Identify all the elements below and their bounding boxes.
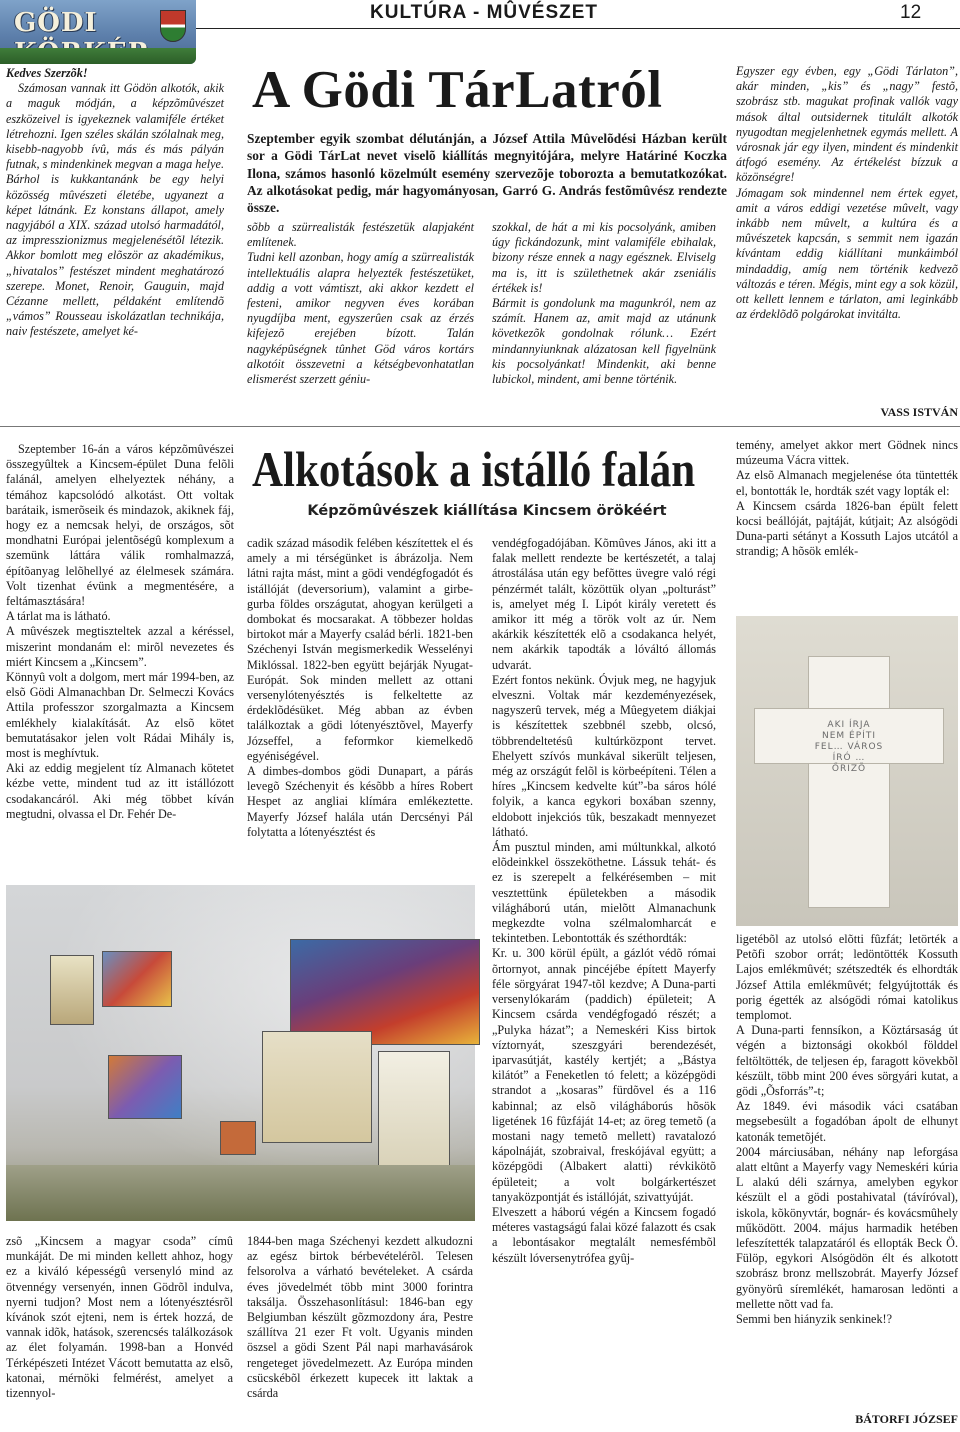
article1-column-3 [736, 64, 958, 322]
cross-vertical-beam [808, 656, 890, 908]
memorial-cross-photo [736, 616, 958, 926]
painting-abstract [102, 951, 172, 1007]
cross-inscription: AKI ÍRJA NEM ÉPÍTI FEL… VÁROS ÍRÓ … ŐRIZÕ [814, 720, 884, 774]
article1-lead: Szeptember egyik szombat délutánján, a József Attila Mûvelõdési Házban került sor a Gödi TárLat nevet viselõ kiállítás megnyitójára, melyre Határiné Koczka Ilona, számos hasonló közelmúlt esemény szervezõje toborozta a bemutatkozókat. Az alkotásokat pedig, már hagyományosan, Garró G. András festõmûvész rendezte össze. [247, 131, 727, 216]
article1-column-1 [247, 220, 474, 387]
article2-right-top-text: temény, amelyet akkor mert Gödnek nincs múzeuma Vácra vittek. Az elsõ Almanach megjelenése óta tüntették el, bontották le, hordták szét vagy lopták el: A Kincsem csárda 1826-ban épült felett kocsi beállóját, pajtáját, kútjait; Az alsógödi Duna-parti sétányt a Kossuth Lajos utcától a strandig; A hõsök emlék- [736, 438, 958, 559]
article2-mid1-text: cadik század második felében készítettek el és amely a mi térségünket is ábrázolja. Nem látni rajta mást, mint a gödi vendégfogadót és istállóját (deversorium), valamint a girbe-gurba földes országutat, ahogyan kerülgeti a dombokat és mocsarakat. A többezer holdas birtokot már a Mayerfy család bérli. 1821-ben Széchenyi István megismerkedik Wesselényi Miklóssal. 1822-ben együtt bejárják Nyugat-Európát. Sok minden mellett az ottani versenylótenyésztés is felkeltette az érdeklõdésüket. Még abban az évben találkoztak a gödi lótenyésztõvel, Mayerfy Józseffel, a feformkor kiemelkedõ egyéniségével. A dimbes-dombos gödi Dunapart, a párás levegõ Széchenyit és késõbb a híres Robert Hespet az angliai klímára emlékeztette. Mayerfy József halála után Dercsényi Pál folytatta a lótenyésztést és [247, 536, 473, 839]
painting-colorful [108, 1055, 182, 1119]
article2-middle-bottom-column [247, 1234, 473, 1401]
painting-horses [290, 939, 480, 1045]
article2-middle-column-1 [247, 536, 473, 840]
coat-of-arms-icon [160, 10, 186, 42]
article2-left-text: Szeptember 16-án a város képzõmûvészei összegyûltek a Kincsem-épület Duna felõli falánál, amelyen elhelyeztek néhány, a témához kapcsolódó alkotást. Ott voltak barátaik, ismerõseik és mindazok, akiknek fáj, hogy ez a nemcsak helyi, de országos, sõt mondhatni Európai jelentõségû komplexum a szemünk láttára válik romhalmazzá, építõanyag lelõhellyé az élelmesek számára. Volt tizenhat évünk a megmentésére, a feltámasztására! A tárlat ma is látható. A mûvészek megtiszteltek azzal a kéréssel, miszerint mondanám el: mirõl nevezetes és miért Kincsem a „Kincsem”. Könnyû volt a dolgom, mert már 1994-ben, az elsõ Gödi Almanachban Dr. Selmeczi Kovács Attila professzor szorgalmazta a Kincsem emlékhely kialakítását. Az elsõ kötet bemutatásakor jelen volt Rádai Mihály is, most is meghívtuk. Aki az eddig megjelent tíz Almanach kötetet kézbe vette, mindent tud az itt istállózott csodakancáról. Aki még többet kíván megtudni, olvassa el Dr. Fehér De- [6, 442, 234, 821]
article1-col1-text: sõbb a szürrealisták festészetük alapjaként említenek. Tudni kell azonban, hogy amíg a szürrealisták intellektuális alapra helyezték festészetüket, addig a vott vámtiszt, aki akkor kezdett el festeni, amikor negyven éves korában nyugdíjba ment, egyszerûen csak az érzés kifejezõ erejében bízott. Talán nagyképûségnek tûnhet Göd város kortárs alkotóit összevetni a kétségbevonhatatlan elismerést szerzett géniu- [247, 220, 474, 387]
article2-right-column-bottom [736, 932, 958, 1327]
section-heading: KULTÚRA - MÛVÉSZET [370, 2, 599, 23]
wall-exhibition-photo [6, 885, 475, 1221]
article2-title: Alkotások a istálló falán [252, 441, 696, 497]
article2-left-bottom-text: zsõ „Kincsem a magyar csoda” címû munkáját. De mi minden kellett ahhoz, hogy ez a kiváló képességû versenyló mind az ötvennégy versenyén, innen Gödrõl indulva, nyerni tudjon? Most nem a lótenyésztésrõl kívánok szót ejteni, nem is értek hozzá, de vannak idõk, hatások, szerencsés találkozások az élet folyamán. 1998-ban a Honvéd Térképészeti Intézet Vácott bemutatta az elsõ, katonai, mérnöki felmérést, amelyet a tizennyol- [6, 1234, 233, 1401]
logo-text: GÖDI [14, 8, 98, 38]
intro-salutation: Kedves Szerzõk! [6, 66, 88, 80]
article2-left-bottom-column [6, 1234, 233, 1401]
article1-column-2 [492, 220, 716, 387]
article1-signature: VASS ISTVÁN [880, 405, 958, 419]
article1-title: A Gödi TárLatról [252, 61, 663, 119]
article2-subtitle: Képzõmûvészek kiállítása Kincsem örökéért [307, 503, 667, 519]
article2-mid2-text: vendégfogadójában. Kõmûves János, aki itt a falak mellett rendezte be kertészetét, a talaj átrostálása után egy befõttes üvegre való régi pénzérmét talált, közöttük olyan „polturást” is, amelyet még I. Lipót király veretett és amikor itt még a török volt az úr. Nem akárkik készítették elõ a csodakancа helyét, nem akárkik tapodták a lóváltó állomás udvarát. Ezért fontos nekünk. Óvjuk meg, ne hagyjuk elveszni. Voltak már kezdeményezések, nagyszerû tervek, még a Mûegyetem diákjai is készítettek szebbnél szebb, olcsó, többrendeltetésû kultúrközpont tervet. Ehelyett szívós munkával sikerült teljesen, még az országút felõl is körbeépíteni. Télen a híres „Kincsem kedvelte kút”-ba sáros hólé folyik, a kanca egykori boxában szenny, eldobott injekciós tûk, beszakadt mennyezet látható. Ám pusztul minden, ami múltunkkal, alkotó elõdeinkkel összeköthetne. Lássuk tehát- és ez is szerepelt a felkérésemben – mit vesztettünk épületekben a második világháború után, mielõtt Almanachunk megkezdte volna szélmalomharcát e tekintetben. Lebontották és széthordták: Kr. u. 300 körül épült, a gázlót védõ római õrtornyot, annak pincéjébe épített Mayerfy féle sörgyárat 1947-tõl kezdve; A Duna-parti versenylókarám (paddich) épületeit; A Kincsem csárda vendégfogadó részét; a „Pulyka házat”; a Nemeskéri Kiss birtok víztornyát, szeszgyári berendezését, iparvasútját, kastély kertjét; a „Bástya kilátót” a Feneketlen tó felett; a középgödi strandot a „kosaras” fürdõvel és a 116 kabinnal; az elsõ világháborús hõsök ligetének 16 fûzfáját 14-et; az öreg temetõ (a mostani nagy temetõ mellett) ravatalozó kápolnáját, szobraival, freskójával együtt; a középgödi (Albakert alatti) révkikötõ épületeit; a volt bolgárkertészet tanyaközpontját és istállóját, szivattyúját. Elveszett a háború végén a Kincsem fogadó méteres vastagságú falai közé falazott és csak a lebontásakor megtalált nemesfémbõl készült lóversenytrófea gyûj- [492, 536, 716, 1265]
masthead-logo [0, 0, 196, 64]
article-divider [0, 426, 960, 427]
article2-mid-bottom-text: 1844-ben maga Széchenyi kezdett alkudozni az egész birtok bérbevételérõl. Telesen felsorolva a várható bevételeket. A csárda éves jövedelmét több mint 3000 forintra taksálja. Összehasonlításul: 1846-ban egy Belgiumban készült gõzmozdony ára, Pestre szállítva 21 ezer Ft volt. Ugyanis minden öszsel a gödi Szent Pál napi marhavásárok rengeteget jövedelmezett. Az Európa minden csücskébõl érkezett kupecek itt laktak a csárda [247, 1234, 473, 1401]
painting-light [262, 1031, 372, 1143]
logo-wave-decoration [0, 48, 196, 64]
article1-col2-text: szokkal, de hát a mi kis pocsolyánk, amiben úgy fickándozunk, mint valamiféle ebihalak, bizony része ennek a nagy egésznek. Elviselg ma is, itt is születhetnek akár zseniális értékek is! Bármit is gondolunk ma magunkról, nem az számít. Hanem az, amit majd az utánunk következõk gondolnak rólunk… Ezért mindannyiunknak alázatosan kell figyelnünk kis pocsolyánkat! Mindenkit, aki benne lubickol, mindent, ami benne történik. [492, 220, 716, 387]
article2-middle-column-2 [492, 536, 716, 1265]
article2-right-bottom-text: ligetébõl az utolsó elõtti fûzfát; letörték a Petõfi szobor orrát; ledöntötték Kossuth Lajos emlékmûvét; szétszedték és elhordták József Attila emlékmûvét; felgyújtották és porig égették az alsógödi római katolikus templomot. A Duna-parti fennsíkon, a Köztársaság út végén a biztonsági okokból földdel feltöltötték, de teljesen ép, faragott kövekbõl készült, több mint 200 éves sörgyári kutat, a gödi „Õsforrás”-t; Az 1849. évi második váci csatában megsebesült a fogadóban ápolt de elhunyt katonák temetõjét. 2004 márciusában, néhány nap leforgása alatt eltûnt a Mayerfy vagy Nemeskéri kúria L alakú déli szárnya, amelyben egykor készült el a gödi postahivatal (távíróval), iskola, kõkönyvtár, bognár- és kovácsmûhely működött. 2004. május harmadik hetében lefeszítették talapzatáról és ellopták Beck Ö. Fülöp, egykori Alsógödön élt és alkotott szobrász bronz mellszobrát. Mayerfy József gyönyörû síremlékét, hamarosan ledönti a mellette nõtt vad fa. Semmi ben hiányzik senkinek!? [736, 932, 958, 1327]
page-number: 12 [900, 2, 922, 23]
grass-foreground [6, 1165, 475, 1221]
header-divider [196, 28, 960, 29]
intro-column [6, 66, 224, 340]
painting-pale [378, 1051, 450, 1169]
article2-left-column [6, 442, 234, 822]
article1-col3-text: Egyszer egy évben, egy „Gödi Tárlaton”, akár minden, „kis” és „nagy” festõ, szobrász stb. magukat profinak vallók vagy mások által outsidernek titulált alkotók nyugodtan megjelenhetnek egymás mellett. A városnak jár egy ilyen, mindent és mindenkit átfogó esemény. Az értékelést bízzuk a közönségre! Jómagam sok mindennel nem értek egyet, amit a város eddigi vezetése mûvelt, vagy inkább nem mûvelt, a kultúra és a mûvészetek kapcsán, s semmit nem igazán kívántam eddig kiállítani munkáimból mindaddig, amíg nem történik kedvezõ változás e téren. Mégis, mint egy a sok közül, ott kellett lennem e tárlaton, ami leginkább az érdeklõdõ polgárokat invitálta. [736, 64, 958, 322]
painting-tiny [220, 1121, 256, 1155]
article2-signature: BÁTORFI JÓZSEF [855, 1412, 958, 1426]
article2-right-column-top [736, 438, 958, 560]
painting-small [50, 955, 94, 1025]
intro-body: Számosan vannak itt Gödön alkotók, akik a maguk módján, a képzõmûvészet eszközeivel is igyekeznek valamiféle értéket létrehozni. Igen széles skálán szólalnak meg, kisebb-nagyobb ívû, más és más pályán futnak, s mindenkinek megvan a maga helye. Bárhol is kukkantanánk be egy helyi közösség mûvészeti életébe, ugyanezt a képet látnánk. Ez konstans állapot, amely nagyjából a XIX. század utolsó harmadától, az impresszionizmus megjelenésétõl létezik. Akkor bomlott meg elõször az akadémikus, „hivatalos” festészet mindent meghatározó szerepe. Monet, Renoir, Gauguin, majd Cézanne mellett, példaként említendõ „vámos” Rousseau iskolázatlan technikája, naiv festészete, amelyet ké- [6, 81, 224, 339]
